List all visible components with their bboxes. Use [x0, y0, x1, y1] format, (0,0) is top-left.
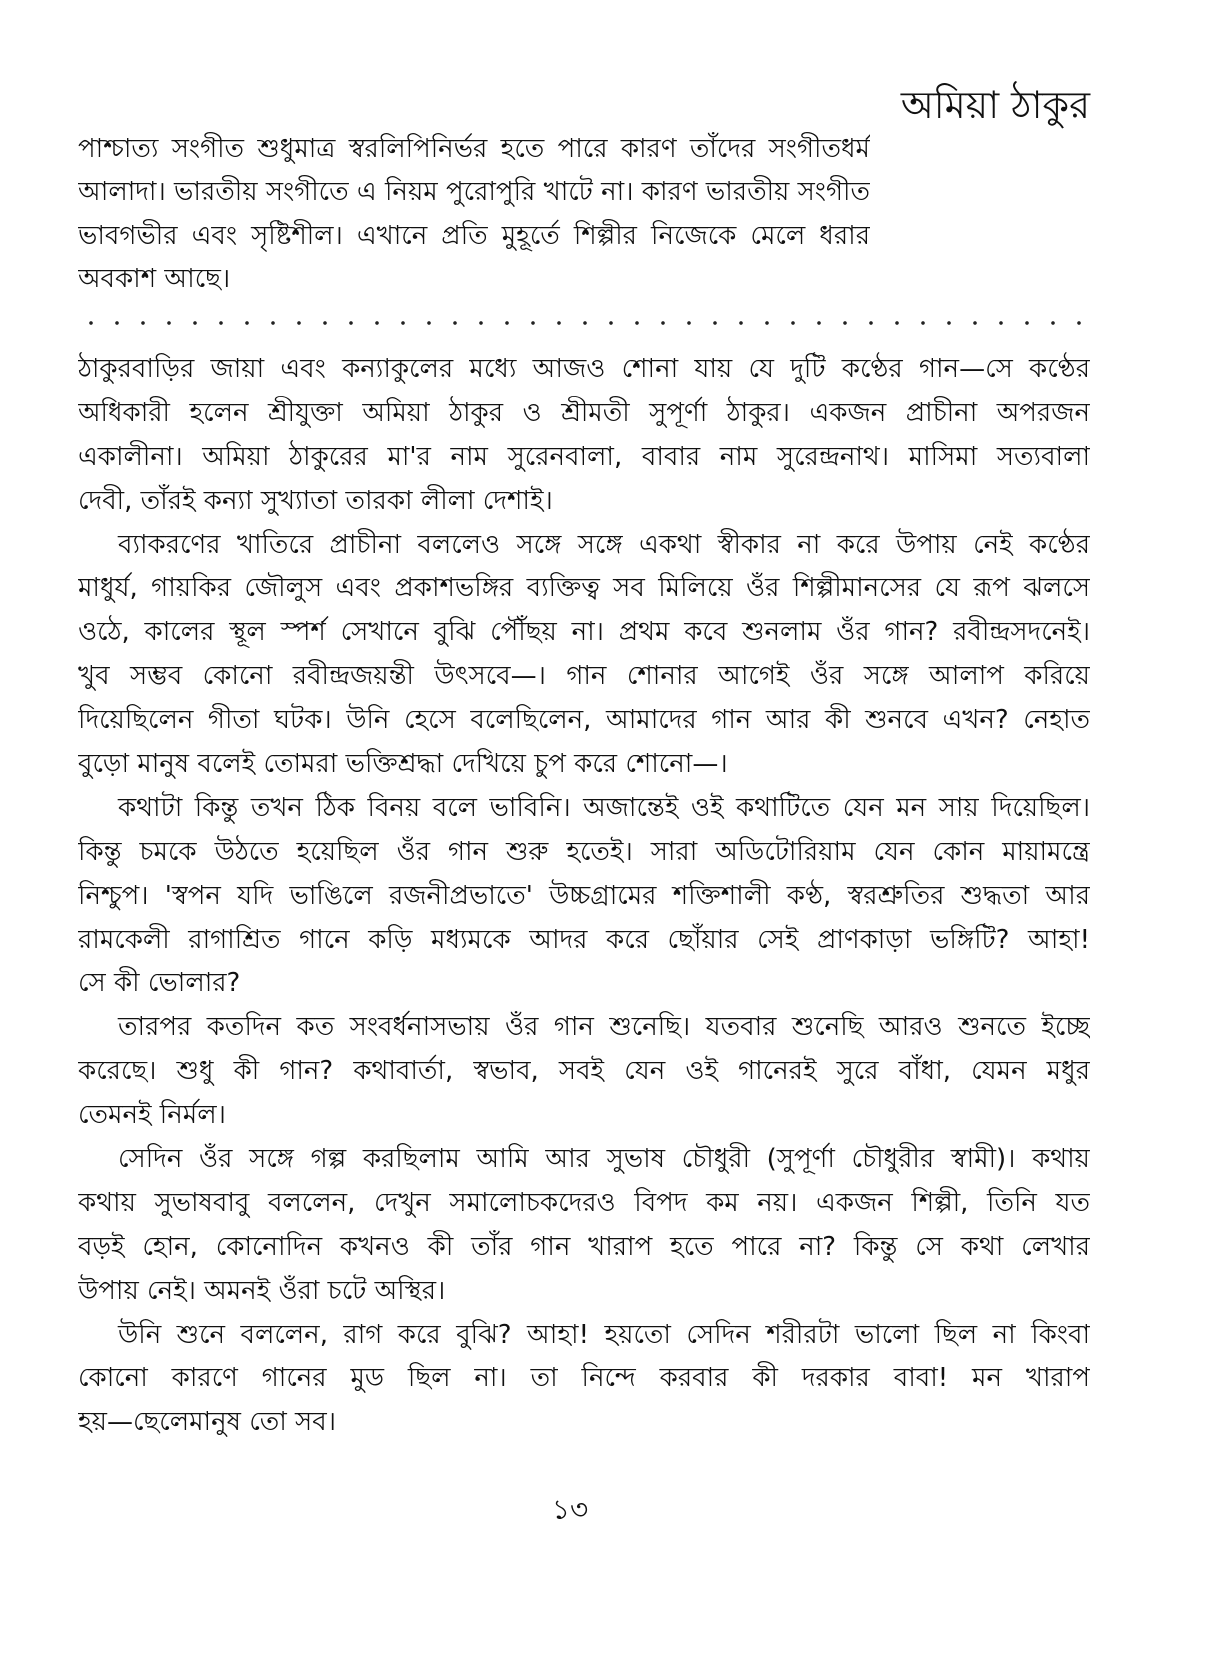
text-line: দেবী, তাঁরই কন্যা সুখ্যাতা তারকা লীলা দেশাই। [78, 485, 553, 516]
text-line: বুড়ো মানুষ বলেই তোমরা ভক্তিশ্রদ্ধা দেখিয়ে চুপ করে শোনো—। [78, 749, 728, 780]
text-line: করেছে। শুধু কী গান? কথাবার্তা, স্বভাব, সবই যেন ওই গানেরই সুরে বাঁধা, যেমন মধুর [78, 1056, 1090, 1087]
paragraph [78, 1006, 1090, 1138]
text-line: সে কী ভোলার? [78, 968, 241, 999]
text-line: তেমনই নির্মল। [78, 1100, 226, 1131]
paragraph [78, 787, 1090, 1006]
text-line: নিশ্চুপ। 'স্বপন যদি ভাঙিলে রজনীপ্রভাতে' উচ্চগ্রামের শক্তিশালী কণ্ঠ, স্বরশ্রুতির শুদ্ধতা আর [78, 880, 1090, 911]
body-text [78, 348, 1090, 1445]
section-divider-dots [78, 320, 1092, 326]
text-line: সেদিন ওঁর সঙ্গে গল্প করছিলাম আমি আর সুভাষ চৌধুরী (সুপূর্ণা চৌধুরীর স্বামী)। কথায় [118, 1144, 1090, 1175]
intro-line: অবকাশ আছে। [78, 263, 231, 294]
text-line: কিন্তু চমকে উঠতে হয়েছিল ওঁর গান শুরু হতেই। সারা অডিটোরিয়াম যেন কোন মায়ামন্ত্রে [78, 836, 1090, 867]
text-line: হয়—ছেলেমানুষ তো সব। [78, 1407, 337, 1438]
intro-line: পাশ্চাত্য সংগীত শুধুমাত্র স্বরলিপিনির্ভর হতে পারে কারণ তাঁদের সংগীতধর্ম [78, 134, 870, 164]
text-line: ঠাকুরবাড়ির জায়া এবং কন্যাকুলের মধ্যে আজও শোনা যায় যে দুটি কণ্ঠের গান—সে কণ্ঠের [78, 354, 1090, 384]
page-number: ১৩ [551, 1493, 589, 1526]
paragraph [78, 524, 1090, 787]
text-line: কথাটা কিন্তু তখন ঠিক বিনয় বলে ভাবিনি। অজান্তেই ওই কথাটিতে যেন মন সায় দিয়েছিল। [118, 792, 1090, 823]
chapter-title: অমিয়া ঠাকুর [900, 83, 1090, 127]
text-line: দিয়েছিলেন গীতা ঘটক। উনি হেসে বলেছিলেন, আমাদের গান আর কী শুনবে এখন? নেহাত [78, 705, 1090, 736]
text-line: বড়ই হোন, কোনোদিন কখনও কী তাঁর গান খারাপ হতে পারে না? কিন্তু সে কথা লেখার [78, 1231, 1090, 1262]
text-line: অধিকারী হলেন শ্রীযুক্তা অমিয়া ঠাকুর ও শ্রীমতী সুপূর্ণা ঠাকুর। একজন প্রাচীনা অপরজন [78, 397, 1090, 428]
paragraph [78, 1138, 1090, 1314]
text-line: রামকেলী রাগাশ্রিত গানে কড়ি মধ্যমকে আদর করে ছোঁয়ার সেই প্রাণকাড়া ভঙ্গিটি? আহা! [78, 924, 1090, 955]
text-line: কথায় সুভাষবাবু বললেন, দেখুন সমালোচকদেরও বিপদ কম নয়। একজন শিল্পী, তিনি যত [78, 1187, 1090, 1218]
text-line: কোনো কারণে গানের মুড ছিল না। তা নিন্দে করবার কী দরকার বাবা! মন খারাপ [78, 1363, 1090, 1394]
paragraph [78, 1314, 1090, 1446]
intro-line: ভাবগভীর এবং সৃষ্টিশীল। এখানে প্রতি মুহূর্তে শিল্পীর নিজেকে মেলে ধরার [78, 220, 870, 251]
intro-line: আলাদা। ভারতীয় সংগীতে এ নিয়ম পুরোপুরি খাটে না। কারণ ভারতীয় সংগীত [78, 177, 870, 208]
text-line: তারপর কতদিন কত সংবর্ধনাসভায় ওঁর গান শুনেছি। যতবার শুনেছি আরও শুনতে ইচ্ছে [118, 1012, 1090, 1043]
text-line: উনি শুনে বললেন, রাগ করে বুঝি? আহা! হয়তো সেদিন শরীরটা ভালো ছিল না কিংবা [118, 1319, 1090, 1350]
text-line: খুব সম্ভব কোনো রবীন্দ্রজয়ন্তী উৎসবে—। গান শোনার আগেই ওঁর সঙ্গে আলাপ করিয়ে [78, 661, 1090, 692]
text-line: ব্যাকরণের খাতিরে প্রাচীনা বললেও সঙ্গে সঙ্গে একথা স্বীকার না করে উপায় নেই কণ্ঠের [118, 529, 1090, 560]
text-line: মাধুর্য, গায়কির জৌলুস এবং প্রকাশভঙ্গির ব্যক্তিত্ব সব মিলিয়ে ওঁর শিল্পীমানসের যে রূপ ঝলসে [78, 573, 1090, 604]
intro-quote [78, 128, 870, 301]
text-line: ওঠে, কালের স্থূল স্পর্শ সেখানে বুঝি পৌঁছয় না। প্রথম কবে শুনলাম ওঁর গান? রবীন্দ্রসদনেই। [78, 617, 1090, 648]
text-line: উপায় নেই। অমনই ওঁরা চটে অস্থির। [78, 1275, 446, 1306]
paragraph [78, 348, 1090, 524]
text-line: একালীনা। অমিয়া ঠাকুরের মা'র নাম সুরেনবালা, বাবার নাম সুরেন্দ্রনাথ। মাসিমা সত্যবালা [78, 441, 1090, 472]
